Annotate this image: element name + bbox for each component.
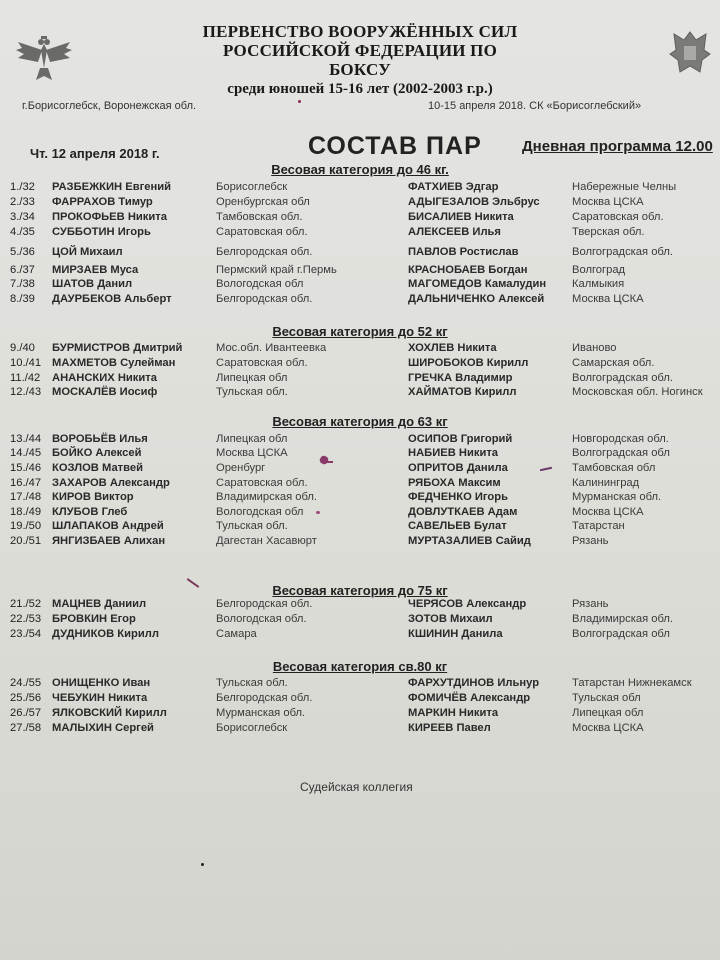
blue-corner-region: Волгоградская обл [572,628,670,640]
bout-number: 11./42 [10,372,41,384]
blue-corner-region: Волгоград [572,264,626,276]
red-corner-region: Тульская обл. [216,386,288,398]
red-corner-boxer: ОНИЩЕНКО Иван [52,677,151,689]
red-corner-region: Пермский край г.Пермь [216,264,337,276]
ink-mark [316,511,320,514]
red-corner-region: Тульская обл. [216,677,288,689]
bout-row [0,707,720,722]
red-corner-region: Белгородская обл. [216,293,313,305]
red-corner-region: Самара [216,628,257,640]
bout-row [0,628,720,643]
bout-number: 18./49 [10,506,42,518]
bout-row [0,196,720,211]
red-corner-region: Белгородская обл. [216,598,313,610]
bout-number: 20./51 [10,535,42,547]
blue-corner-boxer: КШИНИН Данила [408,628,503,640]
blue-corner-boxer: МАРКИН Никита [408,707,499,719]
bout-row [0,506,720,521]
weight-category-title: Весовая категория до 63 кг [272,414,448,429]
blue-corner-boxer: АДЫГЕЗАЛОВ Эльбрус [408,196,540,208]
red-corner-region: Саратовская обл. [216,357,308,369]
bout-row [0,372,720,387]
bout-number: 13./44 [10,433,42,445]
red-corner-region: Липецкая обл [216,372,288,384]
red-corner-boxer: ФАРРАХОВ Тимур [52,196,153,208]
bout-number: 7./38 [10,278,35,290]
red-corner-boxer: МАЛЫХИН Сергей [52,722,154,734]
red-corner-region: Владимирская обл. [216,491,318,503]
blue-corner-boxer: ГРЕЧКА Владимир [408,372,513,384]
blue-corner-region: Мурманская обл. [572,491,662,503]
blue-corner-region: Владимирская обл. [572,613,674,625]
bout-row [0,692,720,707]
blue-corner-region: Московская обл. Ногинск [572,386,703,398]
eagle-emblem-icon [14,30,74,90]
bout-number: 25./56 [10,692,42,704]
bout-row [0,226,720,241]
blue-corner-region: Москва ЦСКА [572,293,644,305]
blue-corner-region: Рязань [572,598,609,610]
bout-number: 15./46 [10,462,42,474]
bout-number: 16./47 [10,477,42,489]
blue-corner-boxer: КРАСНОБАЕВ Богдан [408,264,528,276]
bout-number: 22./53 [10,613,42,625]
ink-mark [201,863,204,866]
bout-row [0,598,720,613]
red-corner-boxer: ЯНГИЗБАЕВ Алихан [52,535,166,547]
red-corner-boxer: МАХМЕТОВ Сулейман [52,357,176,369]
blue-corner-boxer: МАГОМЕДОВ Камалудин [408,278,547,290]
document-header [190,22,530,99]
bout-number: 24./55 [10,677,42,689]
blue-corner-region: Тверская обл. [572,226,645,238]
red-corner-boxer: РАЗБЕЖКИН Евгений [52,181,171,193]
blue-corner-boxer: АЛЕКСЕЕВ Илья [408,226,501,238]
blue-corner-region: Волгоградская обл. [572,372,673,384]
bout-row [0,462,720,477]
blue-corner-boxer: ЗОТОВ Михаил [408,613,493,625]
bout-row [0,433,720,448]
bout-number: 19./50 [10,520,42,532]
header-line-1: ПЕРВЕНСТВО ВООРУЖЁННЫХ СИЛ [202,22,518,41]
event-date: Чт. 12 апреля 2018 г. [30,146,160,161]
blue-corner-boxer: КИРЕЕВ Павел [408,722,491,734]
red-corner-region: Липецкая обл [216,433,288,445]
bout-number: 8./39 [10,293,35,305]
bout-number: 12./43 [10,386,42,398]
blue-corner-boxer: ХОХЛЕВ Никита [408,342,497,354]
bout-row [0,447,720,462]
bout-row [0,722,720,737]
red-corner-boxer: БУРМИСТРОВ Дмитрий [52,342,183,354]
bout-row [0,211,720,226]
red-corner-region: Белгородская обл. [216,692,313,704]
program-time: Дневная программа 12.00 [522,138,713,155]
blue-corner-boxer: ФЕДЧЕНКО Игорь [408,491,508,503]
weight-category-title: Весовая категория св.80 кг [272,659,448,674]
red-corner-region: Саратовская обл. [216,477,308,489]
blue-corner-region: Калмыкия [572,278,625,290]
red-corner-region: Дагестан Хасавюрт [216,535,317,547]
blue-corner-region: Рязань [572,535,609,547]
red-corner-boxer: ЯЛКОВСКИЙ Кирилл [52,707,167,719]
red-corner-region: Оренбург [216,462,266,474]
blue-corner-boxer: ЧЕРЯСОВ Александр [408,598,527,610]
bout-row [0,677,720,692]
bout-number: 1./32 [10,181,35,193]
red-corner-boxer: ШАТОВ Данил [52,278,133,290]
blue-corner-boxer: ДОВЛУТКАЕВ Адам [408,506,518,518]
blue-corner-boxer: БИСАЛИЕВ Никита [408,211,514,223]
red-corner-region: Борисоглебск [216,181,288,193]
blue-corner-boxer: ОСИПОВ Григорий [408,433,513,445]
bout-number: 27./58 [10,722,42,734]
blue-corner-boxer: НАБИЕВ Никита [408,447,499,459]
bout-number: 10./41 [10,357,42,369]
bout-row [0,293,720,308]
blue-corner-region: Татарстан Нижнекамск [572,677,692,689]
blue-corner-region: Москва ЦСКА [572,722,644,734]
bout-number: 14./45 [10,447,42,459]
weight-category-title: Весовая категория до 75 кг [272,583,448,598]
red-corner-region: Вологодская обл [216,278,304,290]
blue-corner-boxer: САВЕЛЬЕВ Булат [408,520,507,532]
blue-corner-boxer: ДАЛЬНИЧЕНКО Алексей [408,293,545,305]
red-corner-boxer: КЛУБОВ Глеб [52,506,128,518]
blue-corner-region: Набережные Челны [572,181,677,193]
red-corner-boxer: КИРОВ Виктор [52,491,134,503]
red-corner-boxer: БОЙКО Алексей [52,447,142,459]
blue-corner-region: Липецкая обл [572,707,644,719]
bout-row [0,181,720,196]
blue-corner-boxer: ФОМИЧЁВ Александр [408,692,531,704]
red-corner-region: Тульская обл. [216,520,288,532]
red-corner-boxer: МАЦНЕВ Даниил [52,598,147,610]
bout-row [0,477,720,492]
red-corner-boxer: ДАУРБЕКОВ Альберт [52,293,172,305]
header-line-2: РОССИЙСКОЙ ФЕДЕРАЦИИ ПО БОКСУ [222,41,498,79]
red-corner-region: Белгородская обл. [216,246,313,258]
bout-row [0,520,720,535]
blue-corner-region: Москва ЦСКА [572,506,644,518]
red-corner-boxer: АНАНСКИХ Никита [52,372,157,384]
ink-mark [298,100,301,103]
bout-row [0,264,720,279]
bout-number: 21./52 [10,598,42,610]
blue-corner-boxer: ПАВЛОВ Ростислав [408,246,519,258]
red-corner-boxer: ЦОЙ Михаил [52,246,123,258]
blue-corner-region: Волгоградская обл [572,447,670,459]
bout-number: 4./35 [10,226,35,238]
header-line-3: среди юношей 15-16 лет (2002-2003 г.р.) [227,81,493,97]
bout-row [0,491,720,506]
bout-row [0,535,720,550]
blue-corner-boxer: МУРТАЗАЛИЕВ Сайид [408,535,531,547]
red-corner-region: Мурманская обл. [216,707,306,719]
blue-corner-region: Самарская обл. [572,357,655,369]
blue-corner-region: Калининград [572,477,640,489]
red-corner-boxer: ПРОКОФЬЕВ Никита [52,211,167,223]
red-corner-boxer: МОСКАЛЁВ Иосиф [52,386,158,398]
blue-corner-region: Новгородская обл. [572,433,669,445]
bout-row [0,386,720,401]
blue-corner-region: Иваново [572,342,617,354]
blue-corner-boxer: ФАТХИЕВ Эдгар [408,181,499,193]
red-corner-boxer: ДУДНИКОВ Кирилл [52,628,159,640]
weight-category-title: Весовая категория до 52 кг [272,324,448,339]
bout-row [0,613,720,628]
bout-number: 3./34 [10,211,35,223]
red-corner-boxer: ЗАХАРОВ Александр [52,477,170,489]
red-corner-boxer: МИРЗАЕВ Муса [52,264,139,276]
bout-number: 17./48 [10,491,42,503]
blue-corner-region: Тамбовская обл [572,462,656,474]
red-corner-boxer: БРОВКИН Егор [52,613,136,625]
bout-row [0,246,720,261]
red-corner-region: Саратовская обл. [216,226,308,238]
red-corner-region: Тамбовская обл. [216,211,303,223]
red-corner-boxer: ЧЕБУКИН Никита [52,692,148,704]
blue-corner-boxer: ШИРОБОКОВ Кирилл [408,357,529,369]
coat-of-arms-icon [666,26,714,78]
ink-mark [326,461,333,463]
red-corner-boxer: СУББОТИН Игорь [52,226,151,238]
red-corner-boxer: КОЗЛОВ Матвей [52,462,143,474]
venue-dates: 10-15 апреля 2018. СК «Борисоглебский» [428,100,642,112]
blue-corner-region: Тульская обл [572,692,641,704]
red-corner-region: Вологодская обл. [216,613,307,625]
bout-number: 9./40 [10,342,35,354]
red-corner-region: Вологодская обл [216,506,304,518]
bout-number: 26./57 [10,707,42,719]
blue-corner-boxer: ФАРХУТДИНОВ Ильнур [408,677,540,689]
venue-city: г.Борисоглебск, Воронежская обл. [22,100,197,112]
bout-row [0,278,720,293]
red-corner-boxer: ВОРОБЬЁВ Илья [52,433,148,445]
page-title: СОСТАВ ПАР [308,132,482,160]
blue-corner-boxer: ОПРИТОВ Данила [408,462,508,474]
red-corner-region: Оренбургская обл [216,196,310,208]
blue-corner-region: Москва ЦСКА [572,196,644,208]
bout-number: 6./37 [10,264,35,276]
blue-corner-region: Волгоградская обл. [572,246,673,258]
blue-corner-region: Саратовская обл. [572,211,664,223]
bout-number: 23./54 [10,628,42,640]
bout-number: 2./33 [10,196,35,208]
blue-corner-region: Татарстан [572,520,625,532]
judges-signature-line: Судейская коллегия [300,780,413,794]
red-corner-region: Мос.обл. Ивантеевка [216,342,327,354]
red-corner-region: Борисоглебск [216,722,288,734]
bout-row [0,342,720,357]
blue-corner-boxer: ХАЙМАТОВ Кирилл [408,386,517,398]
red-corner-boxer: ШЛАПАКОВ Андрей [52,520,164,532]
red-corner-region: Москва ЦСКА [216,447,288,459]
blue-corner-boxer: РЯБОХА Максим [408,477,501,489]
bout-number: 5./36 [10,246,35,258]
bout-row [0,357,720,372]
weight-category-title: Весовая категория до 46 кг. [271,162,449,177]
